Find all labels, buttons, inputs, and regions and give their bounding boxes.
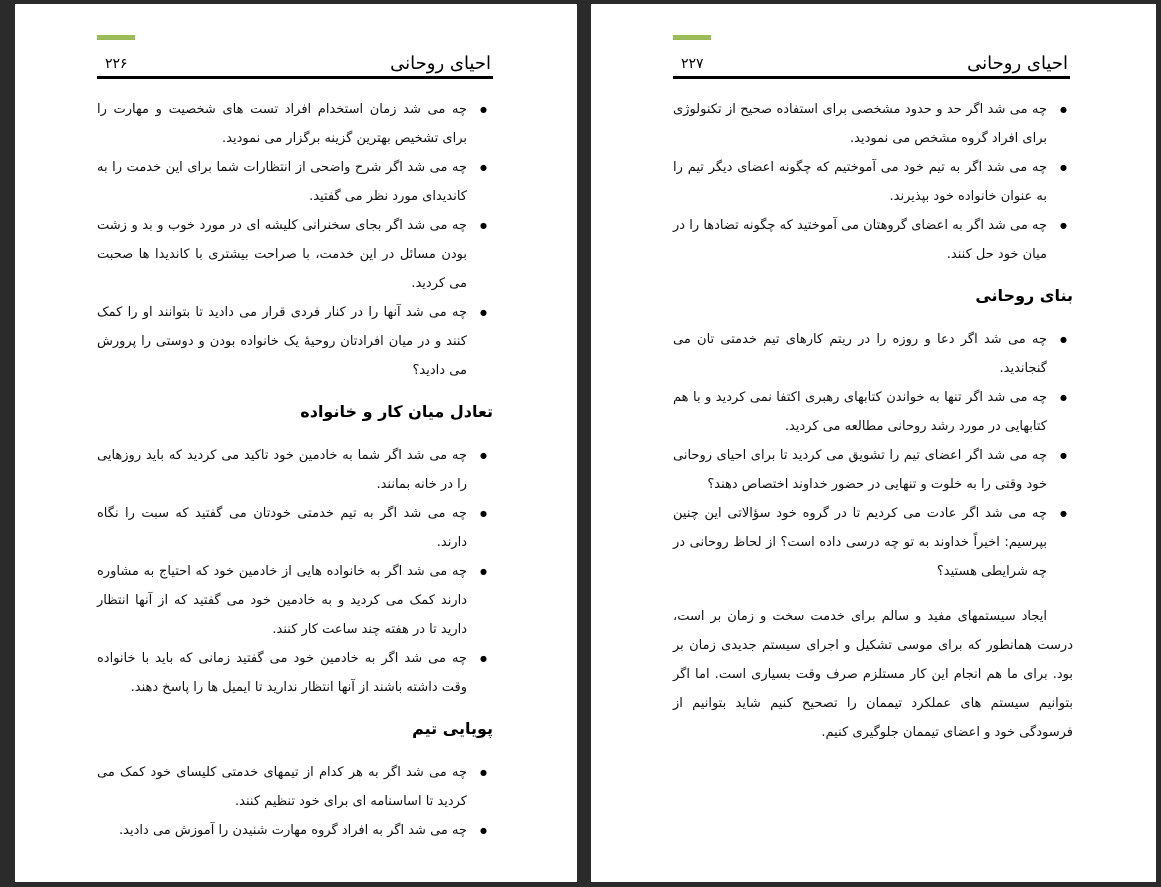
list-item: ● چه می شد اگر تنها به خواندن کتابهای رهبری اکتفا نمی کردید و با هم کتابهایی در مورد رشد روحانی مطالعه می کردید. [673, 383, 1073, 441]
page-number: ۲۲۶ [105, 56, 128, 72]
bullet-list [673, 325, 1073, 586]
section-heading: تعادل میان کار و خانواده [300, 402, 493, 421]
body-paragraph: ایجاد سیستمهای مفید و سالم برای خدمت سخت و زمان بر است، درست همانطور که برای موسی تشکیل و اجرای سیستم جدیدی زمان بر بود. برای ما هم انجام این کار مستلزم صرف وقت بسیاری است. اما اگر بتوانیم سیستم های عملکرد تیممان را تصحیح کنیم شاید بتوانیم از فرسودگی خود و اعضای تیممان جلوگیری کنیم. [673, 609, 1073, 740]
list-item: ● چه می شد اگر شما به خادمین خود تاکید می کردید که باید روزهایی را در خانه بمانند. [97, 441, 493, 499]
bullet-list [673, 95, 1073, 269]
bullet-list [97, 441, 493, 702]
section-heading: پویایی تیم [412, 719, 493, 738]
list-item: ● چه می شد اگر شرح واضحی از انتظارات شما برای این خدمت را به کاندیدای مورد نظر می گفتید. [97, 153, 493, 211]
list-item: ● چه می شد اگر به اعضای گروهتان می آموختید که چگونه تضادها را در میان خود حل کنند. [673, 211, 1073, 269]
book-page-right [591, 4, 1156, 882]
list-item: ● چه می شد زمان استخدام افراد تست های شخصیت و مهارت را برای تشخیص بهترین گزینه برگزار می نمودید. [97, 95, 493, 153]
page-number: ۲۲۷ [681, 56, 704, 72]
list-item: ● چه می شد اگر به تیم خود می آموختیم که چگونه اعضای دیگر تیم را به عنوان خانواده خود بپذیرند. [673, 153, 1073, 211]
section-heading: بنای روحانی [975, 286, 1073, 305]
page-content [97, 95, 493, 845]
header-accent-bar [97, 35, 135, 40]
list-item: ● چه می شد آنها را در کنار فردی قرار می دادید تا بتوانند او را کمک کنند و در میان افرادتان روحیهٔ یک خانواده بودن و دوستی را پرورش می دادید؟ [97, 298, 493, 385]
list-item: ● چه می شد اگر حد و حدود مشخصی برای استفاده صحیح از تکنولوژی برای افراد گروه مشخص می نمودید. [673, 95, 1073, 153]
list-item: ● چه می شد اگر به خانواده هایی از خادمین خود که احتیاج به مشاوره دارند کمک می کردید و به خادمین خود می گفتید که از آنها انتظار دارید تا در هفته چند ساعت کار کنند. [97, 557, 493, 644]
bullet-list [97, 758, 493, 845]
page-content [673, 95, 1073, 747]
header-accent-bar [673, 35, 711, 40]
book-page-left [15, 4, 577, 882]
list-item: ● چه می شد اگر به تیم خدمتی خودتان می گفتید که سبت را نگاه دارند. [97, 499, 493, 557]
book-title: احیای روحانی [967, 53, 1068, 74]
running-header [97, 48, 493, 79]
list-item: ● چه می شد اگر عادت می کردیم تا در گروه خود سؤالاتی این چنین بپرسیم: اخیراً خداوند به تو چه درسی داده است؟ از لحاظ روحانی در چه شرایطی هستید؟ [673, 499, 1073, 586]
bullet-list [97, 95, 493, 385]
list-item: ● چه می شد اگر دعا و روزه را در ریتم کارهای تیم خدمتی تان می گنجاندید. [673, 325, 1073, 383]
list-item: ● چه می شد اگر به خادمین خود می گفتید زمانی که باید با خانواده وقت داشته باشند از آنها انتظار ندارید تا ایمیل ها را پاسخ دهند. [97, 644, 493, 702]
list-item: ● چه می شد اگر به افراد گروه مهارت شنیدن را آموزش می دادید. [97, 816, 493, 845]
book-title: احیای روحانی [390, 53, 491, 74]
list-item: ● چه می شد اگر بجای سخنرانی کلیشه ای در مورد خوب و بد و زشت بودن مسائل در این خدمت، با صراحت بیشتری با کاندیدا ها صحبت می کردید. [97, 211, 493, 298]
list-item: ● چه می شد اگر اعضای تیم را تشویق می کردید تا برای احیای روحانی خود وقتی را به خلوت و تنهایی در حضور خداوند اختصاص دهند؟ [673, 441, 1073, 499]
running-header [673, 48, 1070, 79]
list-item: ● چه می شد اگر به هر کدام از تیمهای خدمتی کلیسای خود کمک می کردید تا اساسنامه ای برای خود تنظیم کنند. [97, 758, 493, 816]
